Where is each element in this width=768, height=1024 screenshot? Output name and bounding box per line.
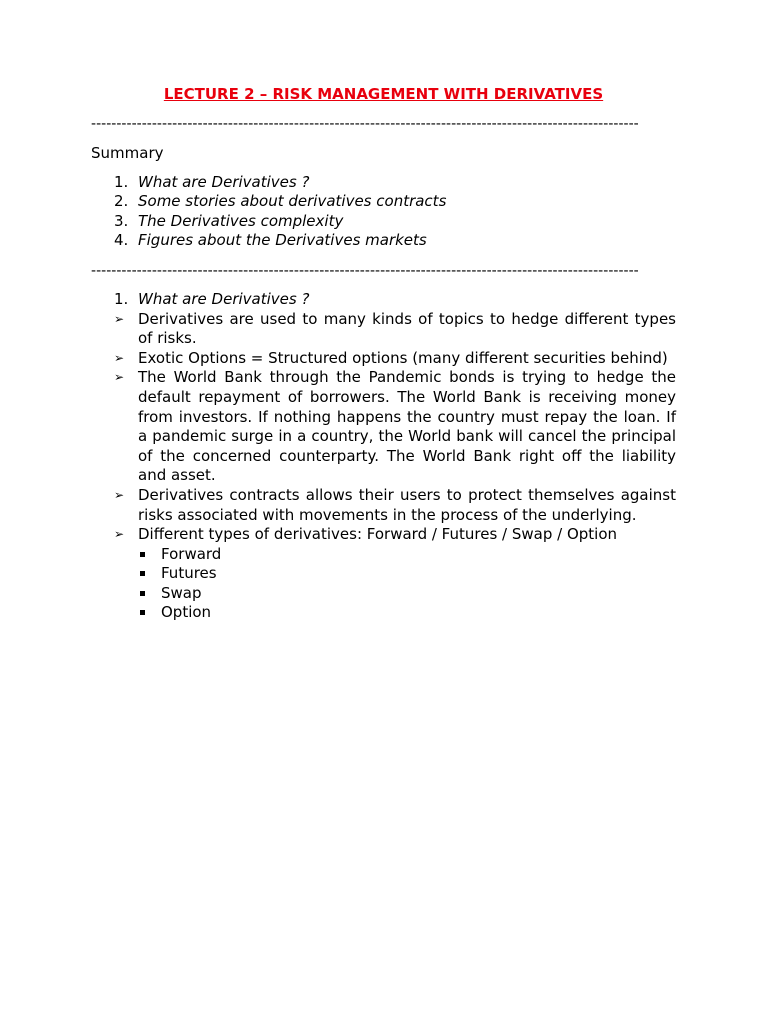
sub-bullet-item [91,564,676,584]
summary-item-number: 4. [114,231,129,250]
bullet-text: The World Bank through the Pandemic bonds is trying to hedge the default repayment of borrowers. The World Bank is receiving money from investors. If nothing happens the country must repay the loan. If a pandemic surge in a country, the World bank will cancel the principal of the concerned counterparty. The World Bank right off the liability and asset. [138,368,676,485]
summary-item-text: The Derivatives complexity [138,211,344,230]
summary-item-number: 1. [114,172,129,191]
bullet-text: Exotic Options = Structured options (many different securities behind) [138,348,668,367]
bullet-item [91,525,676,545]
sub-bullet-text: Futures [161,564,217,583]
summary-heading: Summary [91,144,164,162]
sub-bullet-text: Option [161,603,212,622]
summary-item [91,192,676,212]
section-title: What are Derivatives ? [138,289,310,308]
summary-item-text: What are Derivatives ? [138,172,310,191]
bullet-item [91,310,676,349]
bullet-text: Derivatives are used to many kinds of topics to hedge different types of risks. [138,309,676,348]
dashed-separator: ------------------------------------------------------------------------------------------------------------ [91,116,639,132]
arrow-bullet-icon: ➢ [114,350,125,365]
summary-item [91,231,676,251]
summary-item-text: Some stories about derivatives contracts [138,192,447,211]
summary-item [91,212,676,232]
arrow-bullet-icon: ➢ [114,487,125,502]
bullet-list [91,310,676,545]
bullet-item [91,349,676,369]
bullet-text: Different types of derivatives: Forward / Futures / Swap / Option [138,525,618,544]
bullet-item [91,486,676,525]
square-bullet-icon [140,571,145,576]
section-number: 1. [114,289,129,308]
summary-item-number: 3. [114,211,129,230]
summary-item [91,173,676,193]
sub-bullet-text: Swap [161,583,202,602]
section-heading-list [91,290,676,310]
document-page [91,84,676,623]
sub-bullet-item [91,545,676,565]
square-bullet-icon [140,552,145,557]
square-bullet-icon [140,591,145,596]
arrow-bullet-icon: ➢ [114,370,125,385]
arrow-bullet-icon: ➢ [114,527,125,542]
summary-list [91,173,676,251]
sub-bullet-list [91,545,676,623]
summary-item-text: Figures about the Derivatives markets [138,231,427,250]
dashed-separator: ------------------------------------------------------------------------------------------------------------ [91,262,639,279]
bullet-text: Derivatives contracts allows their users to protect themselves against risks associated with movements in the process of the underlying. [138,485,676,524]
bullet-item [91,368,676,486]
arrow-bullet-icon: ➢ [114,311,125,326]
lecture-title: LECTURE 2 – RISK MANAGEMENT WITH DERIVATIVES [163,85,604,103]
sub-bullet-text: Forward [161,544,222,563]
sub-bullet-item [91,603,676,623]
sub-bullet-item [91,584,676,604]
square-bullet-icon [140,610,145,615]
summary-item-number: 2. [114,192,129,211]
section-heading [91,290,676,310]
